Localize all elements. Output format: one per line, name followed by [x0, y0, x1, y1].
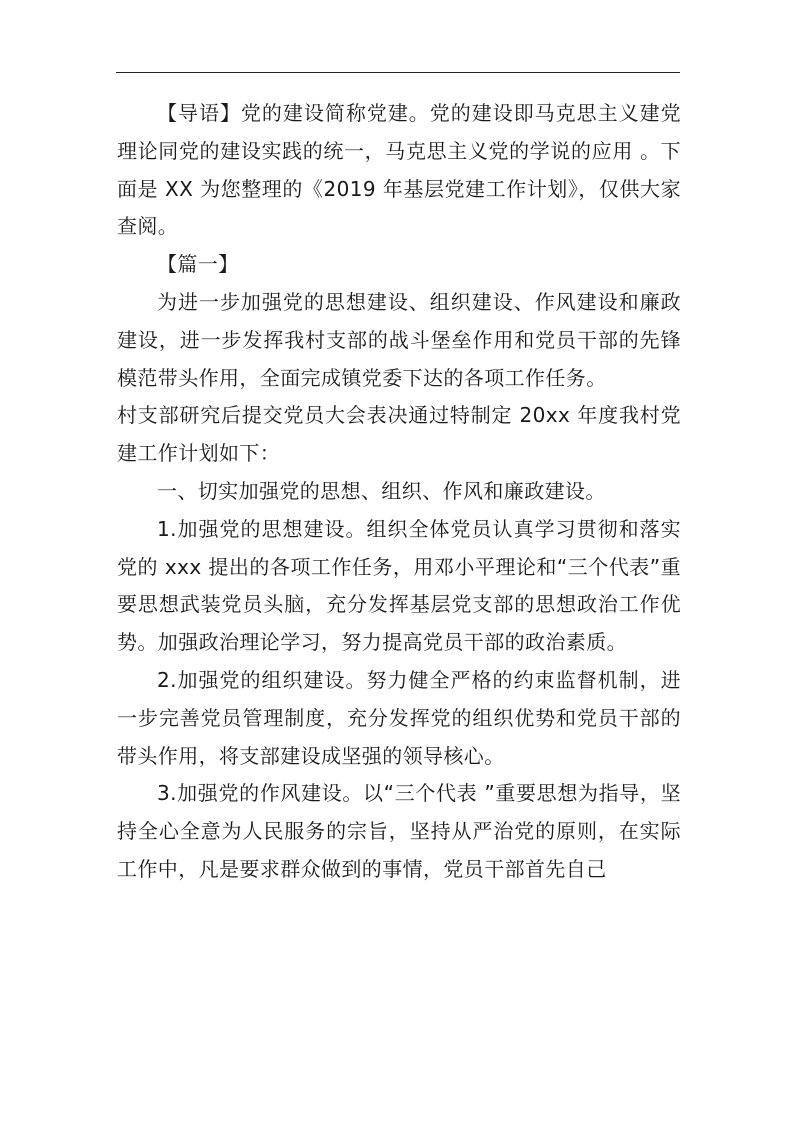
subsection-heading: 一、切实加强党的思想、组织、作风和廉政建设。 — [157, 478, 606, 503]
list-item: 2.加强党的组织建设。努力健全严格的约束监督机制，进一步完善党员管理制度，充分发挥党的组织优势和党员干部的带头作用，将支部建设成坚强的领导核心。 — [117, 667, 681, 768]
list-item: 1.加强党的思想建设。组织全体党员认真学习贯彻和落实党的 xxx 提出的各项工作任务，用邓小平理论和“三个代表”重要思想武装党员头脑，充分发挥基层党支部的思想政治工作优势。加强政治理论学习，努力提高党员干部的政治素质。 — [117, 516, 681, 655]
body-paragraph: 村支部研究后提交党员大会表决通过特制定 20xx 年度我村党建工作计划如下： — [117, 403, 681, 466]
body-paragraph: 为进一步加强党的思想建设、组织建设、作风建设和廉政建设，进一步发挥我村支部的战斗堡垒作用和党员干部的先锋模范带头作用，全面完成镇党委下达的各项工作任务。 — [117, 289, 681, 390]
document-body — [117, 95, 681, 889]
header-rule — [116, 72, 680, 73]
intro-paragraph: 【导语】党的建设简称党建。党的建设即马克思主义建党理论同党的建设实践的统一，马克思主义党的学说的应用 。下面是 XX 为您整理的《2019 年基层党建工作计划》，仅供大家查阅。 — [117, 101, 681, 239]
section-heading: 【篇一】 — [157, 252, 239, 277]
list-item: 3.加强党的作风建设。以“三个代表 ”重要思想为指导，坚持全心全意为人民服务的宗旨，坚持从严治党的原则，在实际工作中，凡是要求群众做到的事情，党员干部首先自己 — [117, 781, 681, 881]
